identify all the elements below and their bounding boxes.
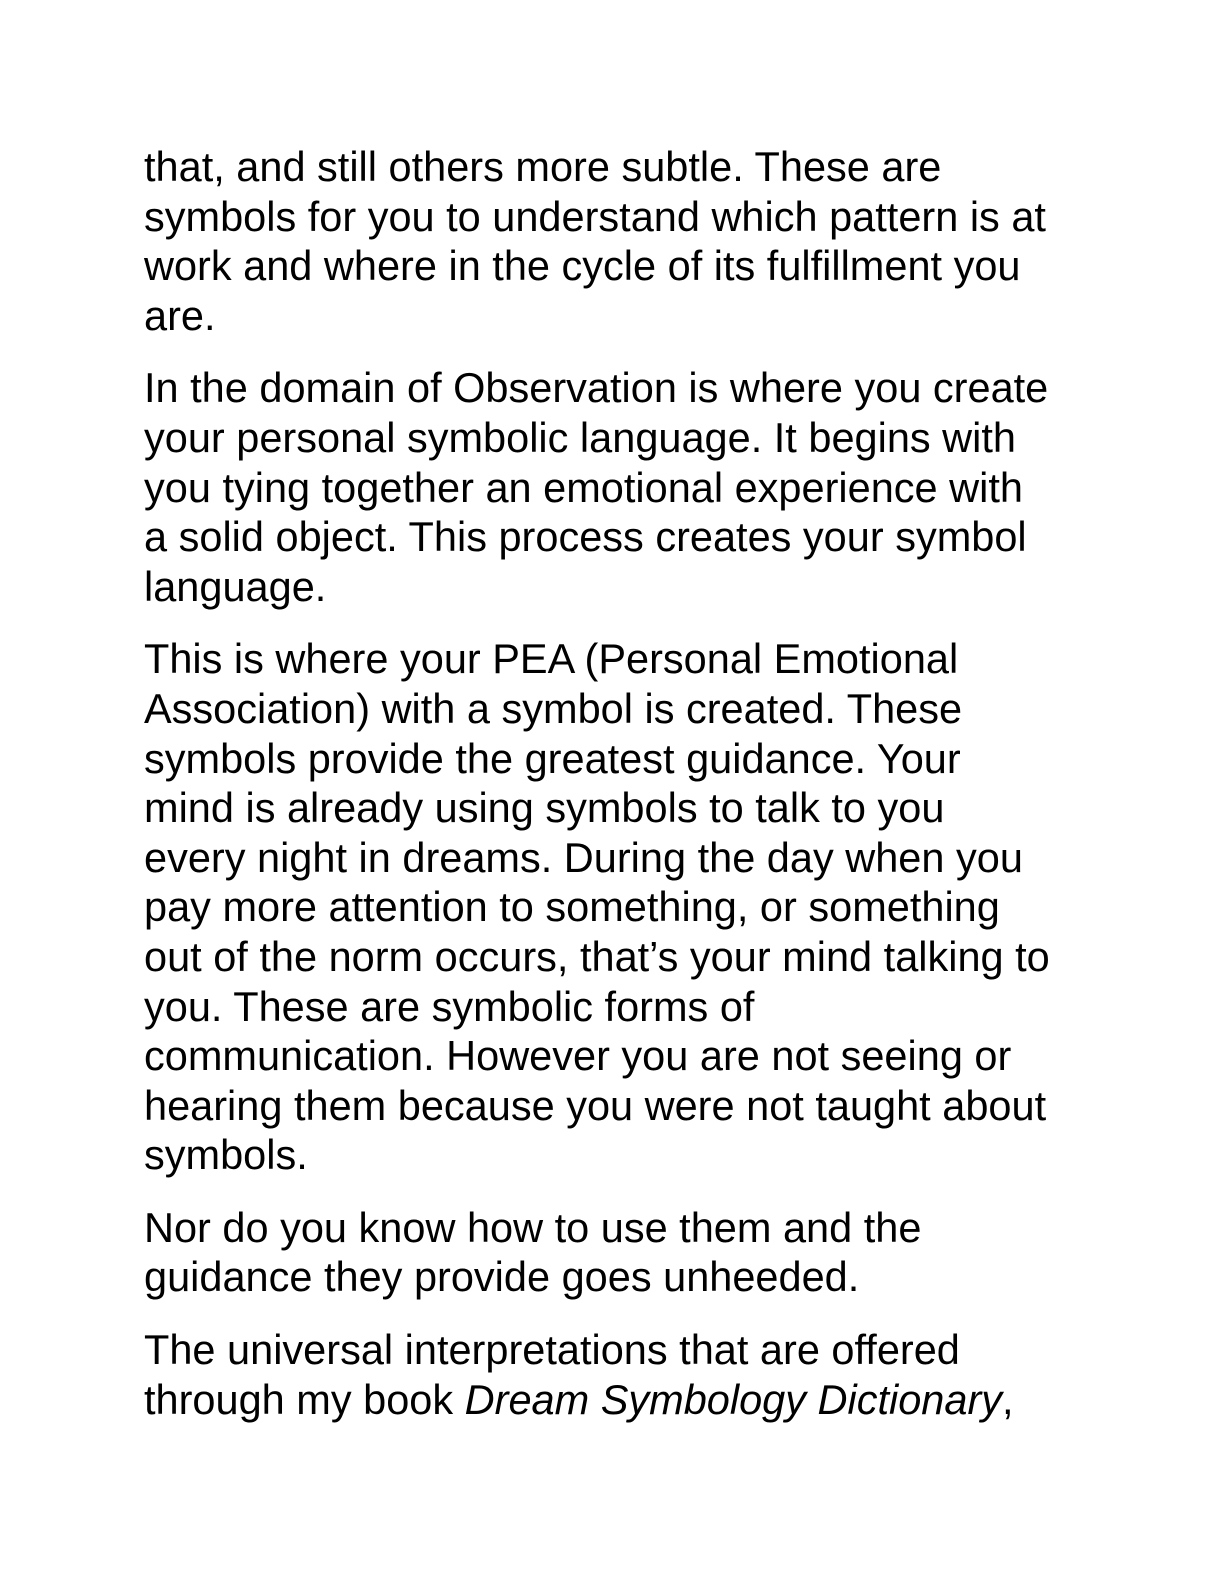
paragraph-3 bbox=[144, 634, 1084, 1180]
text-line: The universal interpretations that are offered bbox=[144, 1326, 960, 1374]
text-line: a solid object. This process creates your symbol bbox=[144, 513, 1027, 561]
text-line: your personal symbolic language. It begins with bbox=[144, 413, 1016, 461]
text-line: communication. However you are not seeing or bbox=[144, 1032, 1012, 1080]
paragraph-1 bbox=[144, 142, 1084, 340]
paragraph-2 bbox=[144, 363, 1084, 611]
text-line: guidance they provide goes unheeded. bbox=[144, 1253, 860, 1301]
text-line: symbols for you to understand which pattern is at bbox=[144, 192, 1046, 240]
text-line: every night in dreams. During the day when you bbox=[144, 833, 1023, 881]
text-line: work and where in the cycle of its fulfillment you bbox=[144, 242, 1021, 290]
text-line: hearing them because you were not taught about bbox=[144, 1081, 1047, 1129]
body-text bbox=[144, 142, 1084, 1424]
text-line: you tying together an emotional experience with bbox=[144, 463, 1023, 511]
text-line-with-book-title bbox=[144, 1375, 1084, 1425]
text-line: symbols provide the greatest guidance. Your bbox=[144, 734, 961, 782]
book-title: Dream Symbology Dictionary bbox=[464, 1375, 1003, 1423]
text-line: Nor do you know how to use them and the bbox=[144, 1203, 922, 1251]
text-line: you. These are symbolic forms of bbox=[144, 982, 755, 1030]
paragraph-4 bbox=[144, 1203, 1084, 1302]
paragraph-5 bbox=[144, 1325, 1084, 1424]
text-line: symbols. bbox=[144, 1131, 308, 1179]
text-line: are. bbox=[144, 291, 216, 339]
text-line: language. bbox=[144, 562, 327, 610]
text-line: mind is already using symbols to talk to you bbox=[144, 784, 945, 832]
text-suffix: , bbox=[1002, 1375, 1014, 1423]
text-line: that, and still others more subtle. These are bbox=[144, 143, 942, 190]
text-line: This is where your PEA (Personal Emotional bbox=[144, 635, 959, 683]
text-prefix: through my book bbox=[144, 1375, 465, 1423]
text-line: Association) with a symbol is created. These bbox=[144, 684, 963, 732]
text-line: out of the norm occurs, that’s your mind talking to bbox=[144, 932, 1050, 980]
text-line: In the domain of Observation is where you create bbox=[144, 364, 1049, 412]
text-line: pay more attention to something, or something bbox=[144, 883, 1000, 931]
